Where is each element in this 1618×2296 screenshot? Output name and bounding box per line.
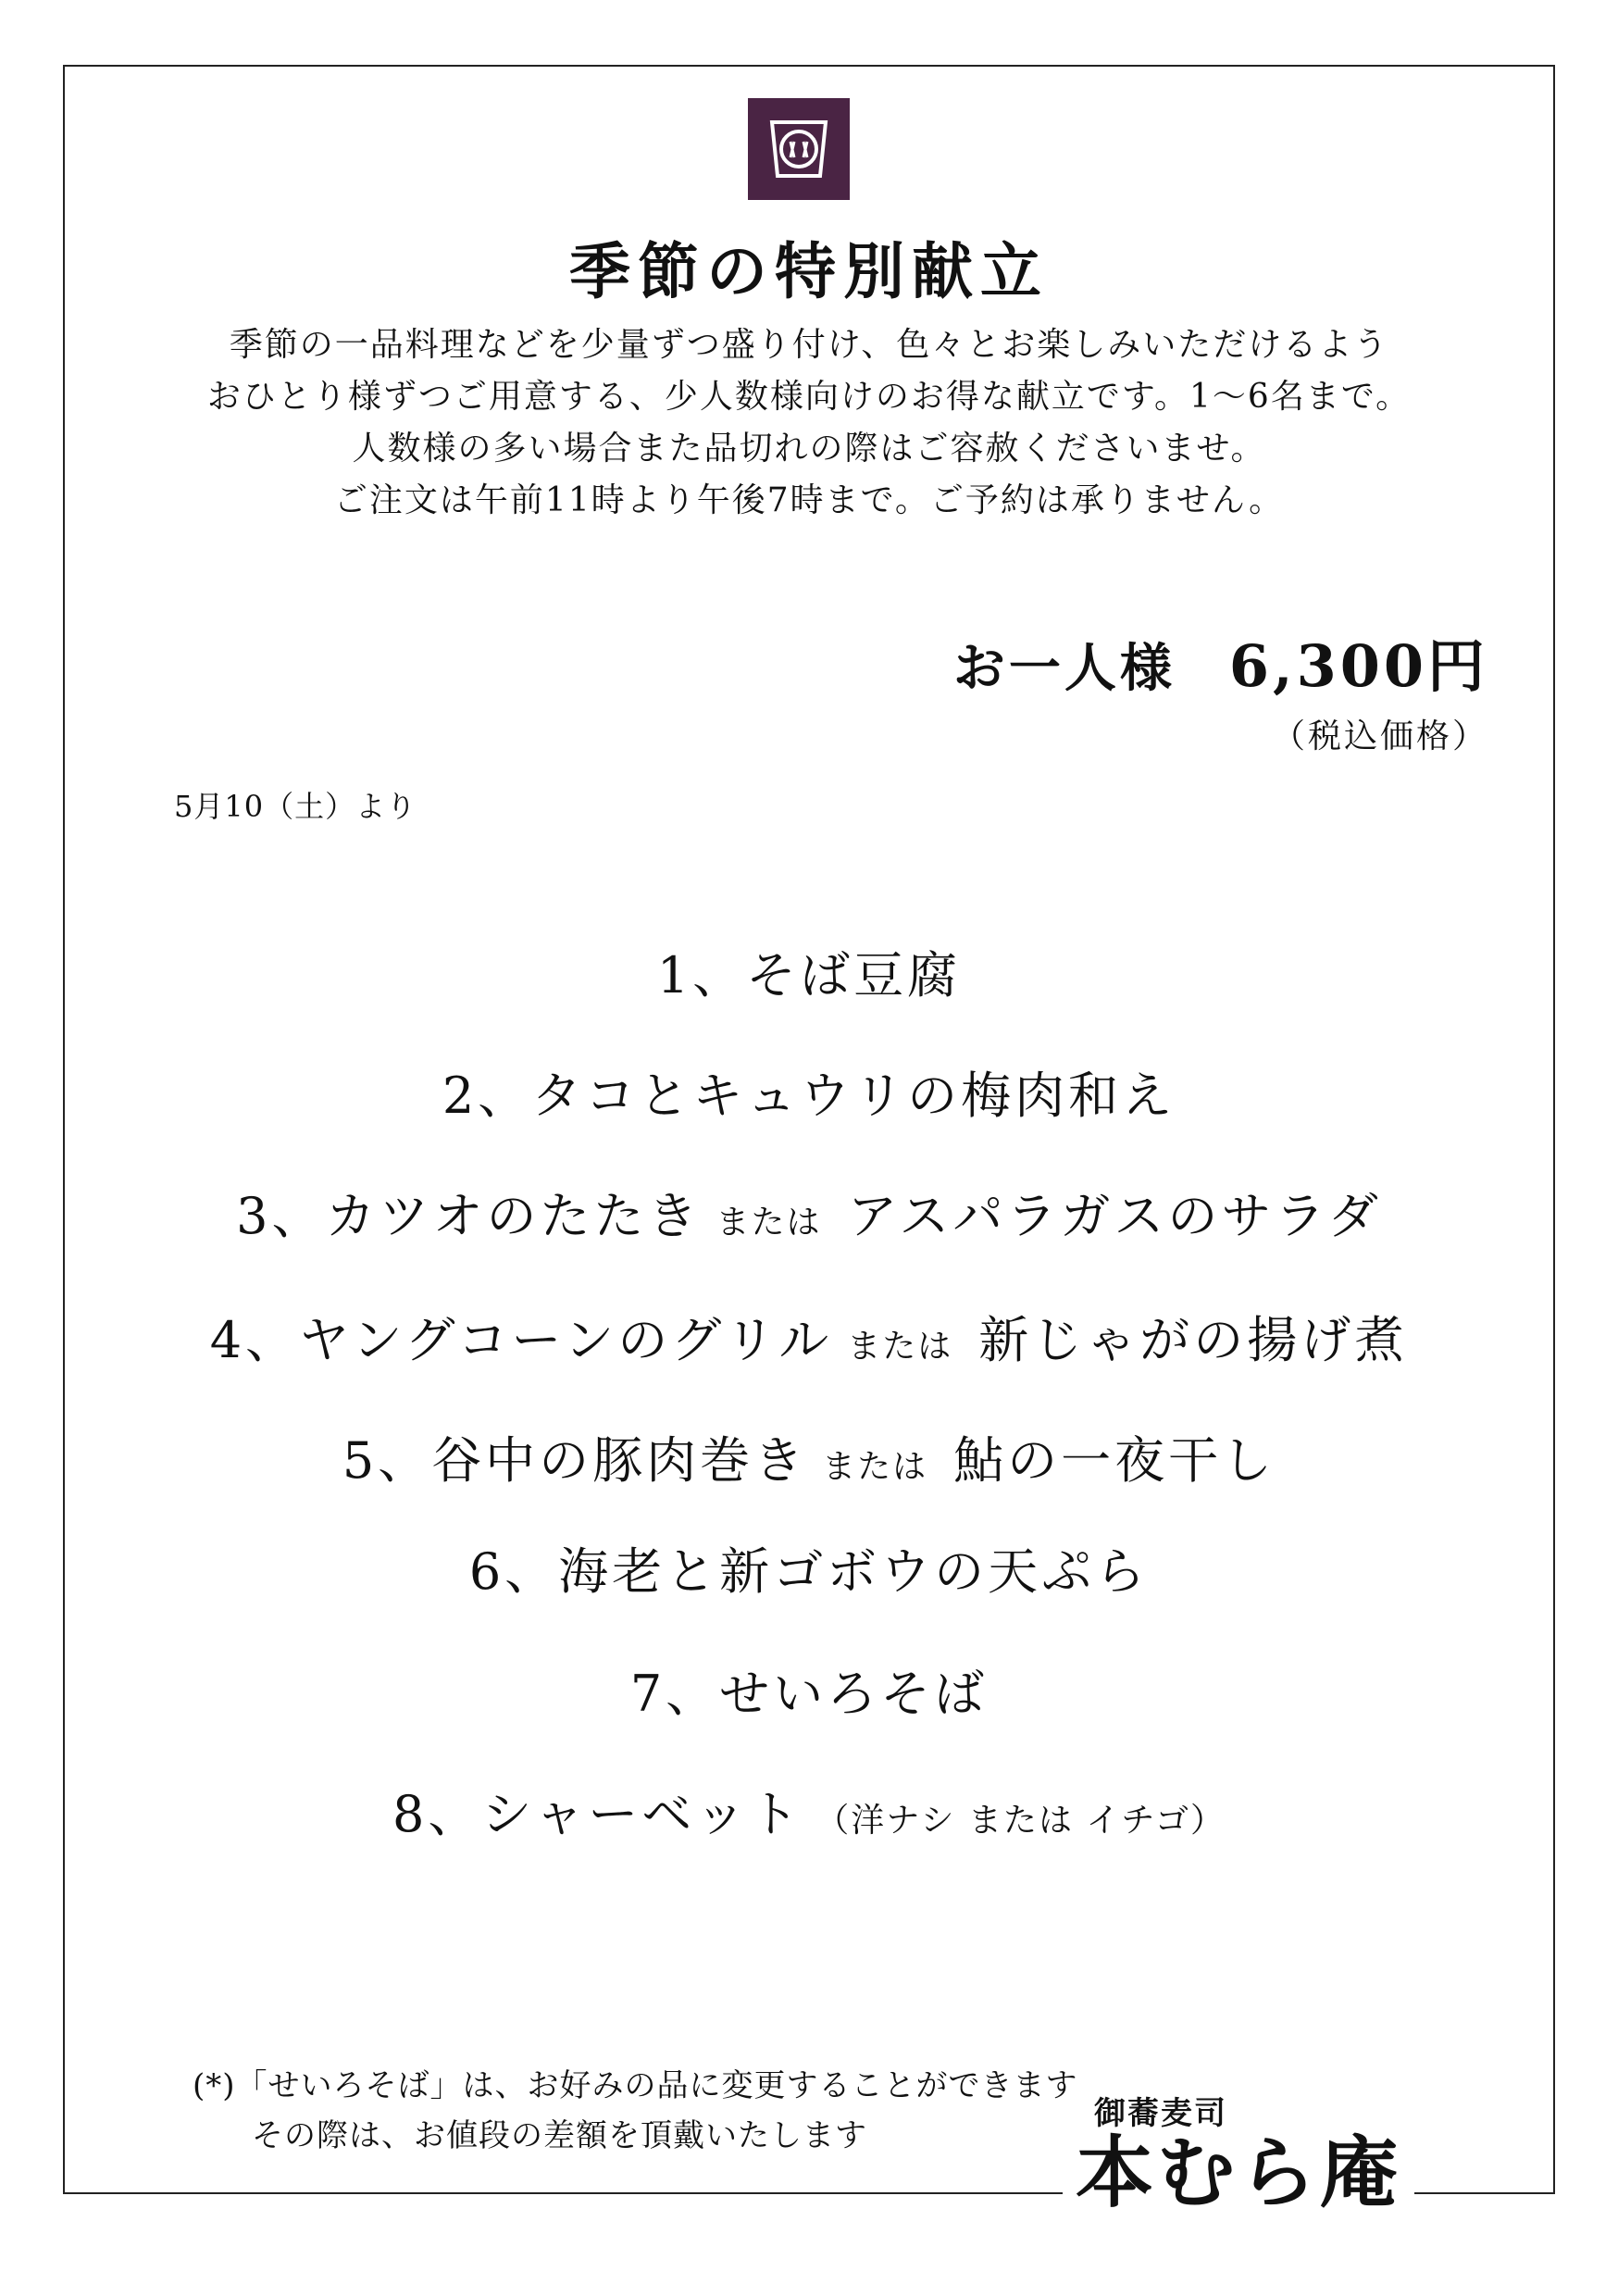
price-line — [953, 620, 1488, 703]
menu-item-main: 3、カツオのたたき — [236, 1187, 702, 1245]
page-title: 季節の特別献立 — [569, 235, 1049, 307]
signature-large-text: 本むら庵 — [1076, 2127, 1402, 2218]
menu-item — [0, 1539, 1618, 1605]
footnote-line: その際は、お値段の差額を頂戴いたします — [252, 2117, 867, 2154]
frame-top-border — [63, 65, 1555, 67]
menu-item-main: 2、タコとキュウリの梅肉和え — [442, 1067, 1176, 1125]
menu-item — [0, 1307, 1618, 1380]
footnote-line: (*)「せいろそば」は、お好みの品に変更することができます — [193, 2067, 1078, 2104]
menu-item — [0, 1428, 1618, 1501]
menu-item — [0, 1183, 1618, 1256]
menu-item-or: または — [822, 1448, 928, 1486]
menu-item — [0, 942, 1618, 1009]
frame-bottom-border-left — [63, 2192, 1063, 2194]
menu-item-alternative: アスパラガスのサラダ — [847, 1187, 1382, 1245]
menu-item-or: または — [716, 1204, 822, 1242]
menu-item-alternative: 新じゃがの揚げ煮 — [978, 1311, 1409, 1369]
menu-item-main: 4、ヤングコーンのグリル — [209, 1311, 833, 1369]
price-value: 6,300円 — [1228, 632, 1488, 700]
menu-item-or: または — [847, 1328, 953, 1366]
footnote — [193, 2061, 1078, 2161]
crest-logo-icon — [748, 98, 850, 200]
price-block — [953, 620, 1488, 757]
intro-line: 人数様の多い場合また品切れの際はご容赦くださいませ。 — [352, 430, 1266, 468]
menu-item — [0, 1781, 1618, 1854]
menu-item — [0, 1063, 1618, 1129]
menu-item-main: 7、せいろそば — [629, 1665, 989, 1723]
signature-small-text: 御蕎麦司 — [1094, 2095, 1227, 2132]
intro-text — [0, 319, 1618, 527]
intro-line: ご注文は午前11時より午後7時まで。ご予約は承りません。 — [333, 481, 1285, 519]
menu-item-main: 8、シャーベット — [392, 1785, 803, 1843]
intro-line: 季節の一品料理などを少量ずつ盛り付け、色々とお楽しみいただけるよう — [229, 326, 1389, 364]
menu-item-note: （洋ナシ または イチゴ） — [815, 1802, 1226, 1840]
menu-item-alternative: 鮎の一夜干し — [953, 1431, 1276, 1490]
shop-signature-logo — [1068, 2081, 1411, 2220]
menu-item-main: 6、海老と新ゴボウの天ぷら — [468, 1542, 1150, 1601]
price-label: お一人様 — [952, 638, 1176, 699]
menu-item-main: 5、谷中の豚肉巻き — [342, 1431, 808, 1490]
menu-item — [0, 1661, 1618, 1728]
tax-note: （税込価格） — [1271, 718, 1488, 755]
frame-bottom-border-right — [1414, 2192, 1555, 2194]
start-date: 5月10（土）より — [174, 789, 417, 824]
menu-item-main: 1、そば豆腐 — [656, 946, 962, 1004]
intro-line: おひとり様ずつご用意する、少人数様向けのお得な献立です。1〜6名まで。 — [206, 378, 1412, 416]
